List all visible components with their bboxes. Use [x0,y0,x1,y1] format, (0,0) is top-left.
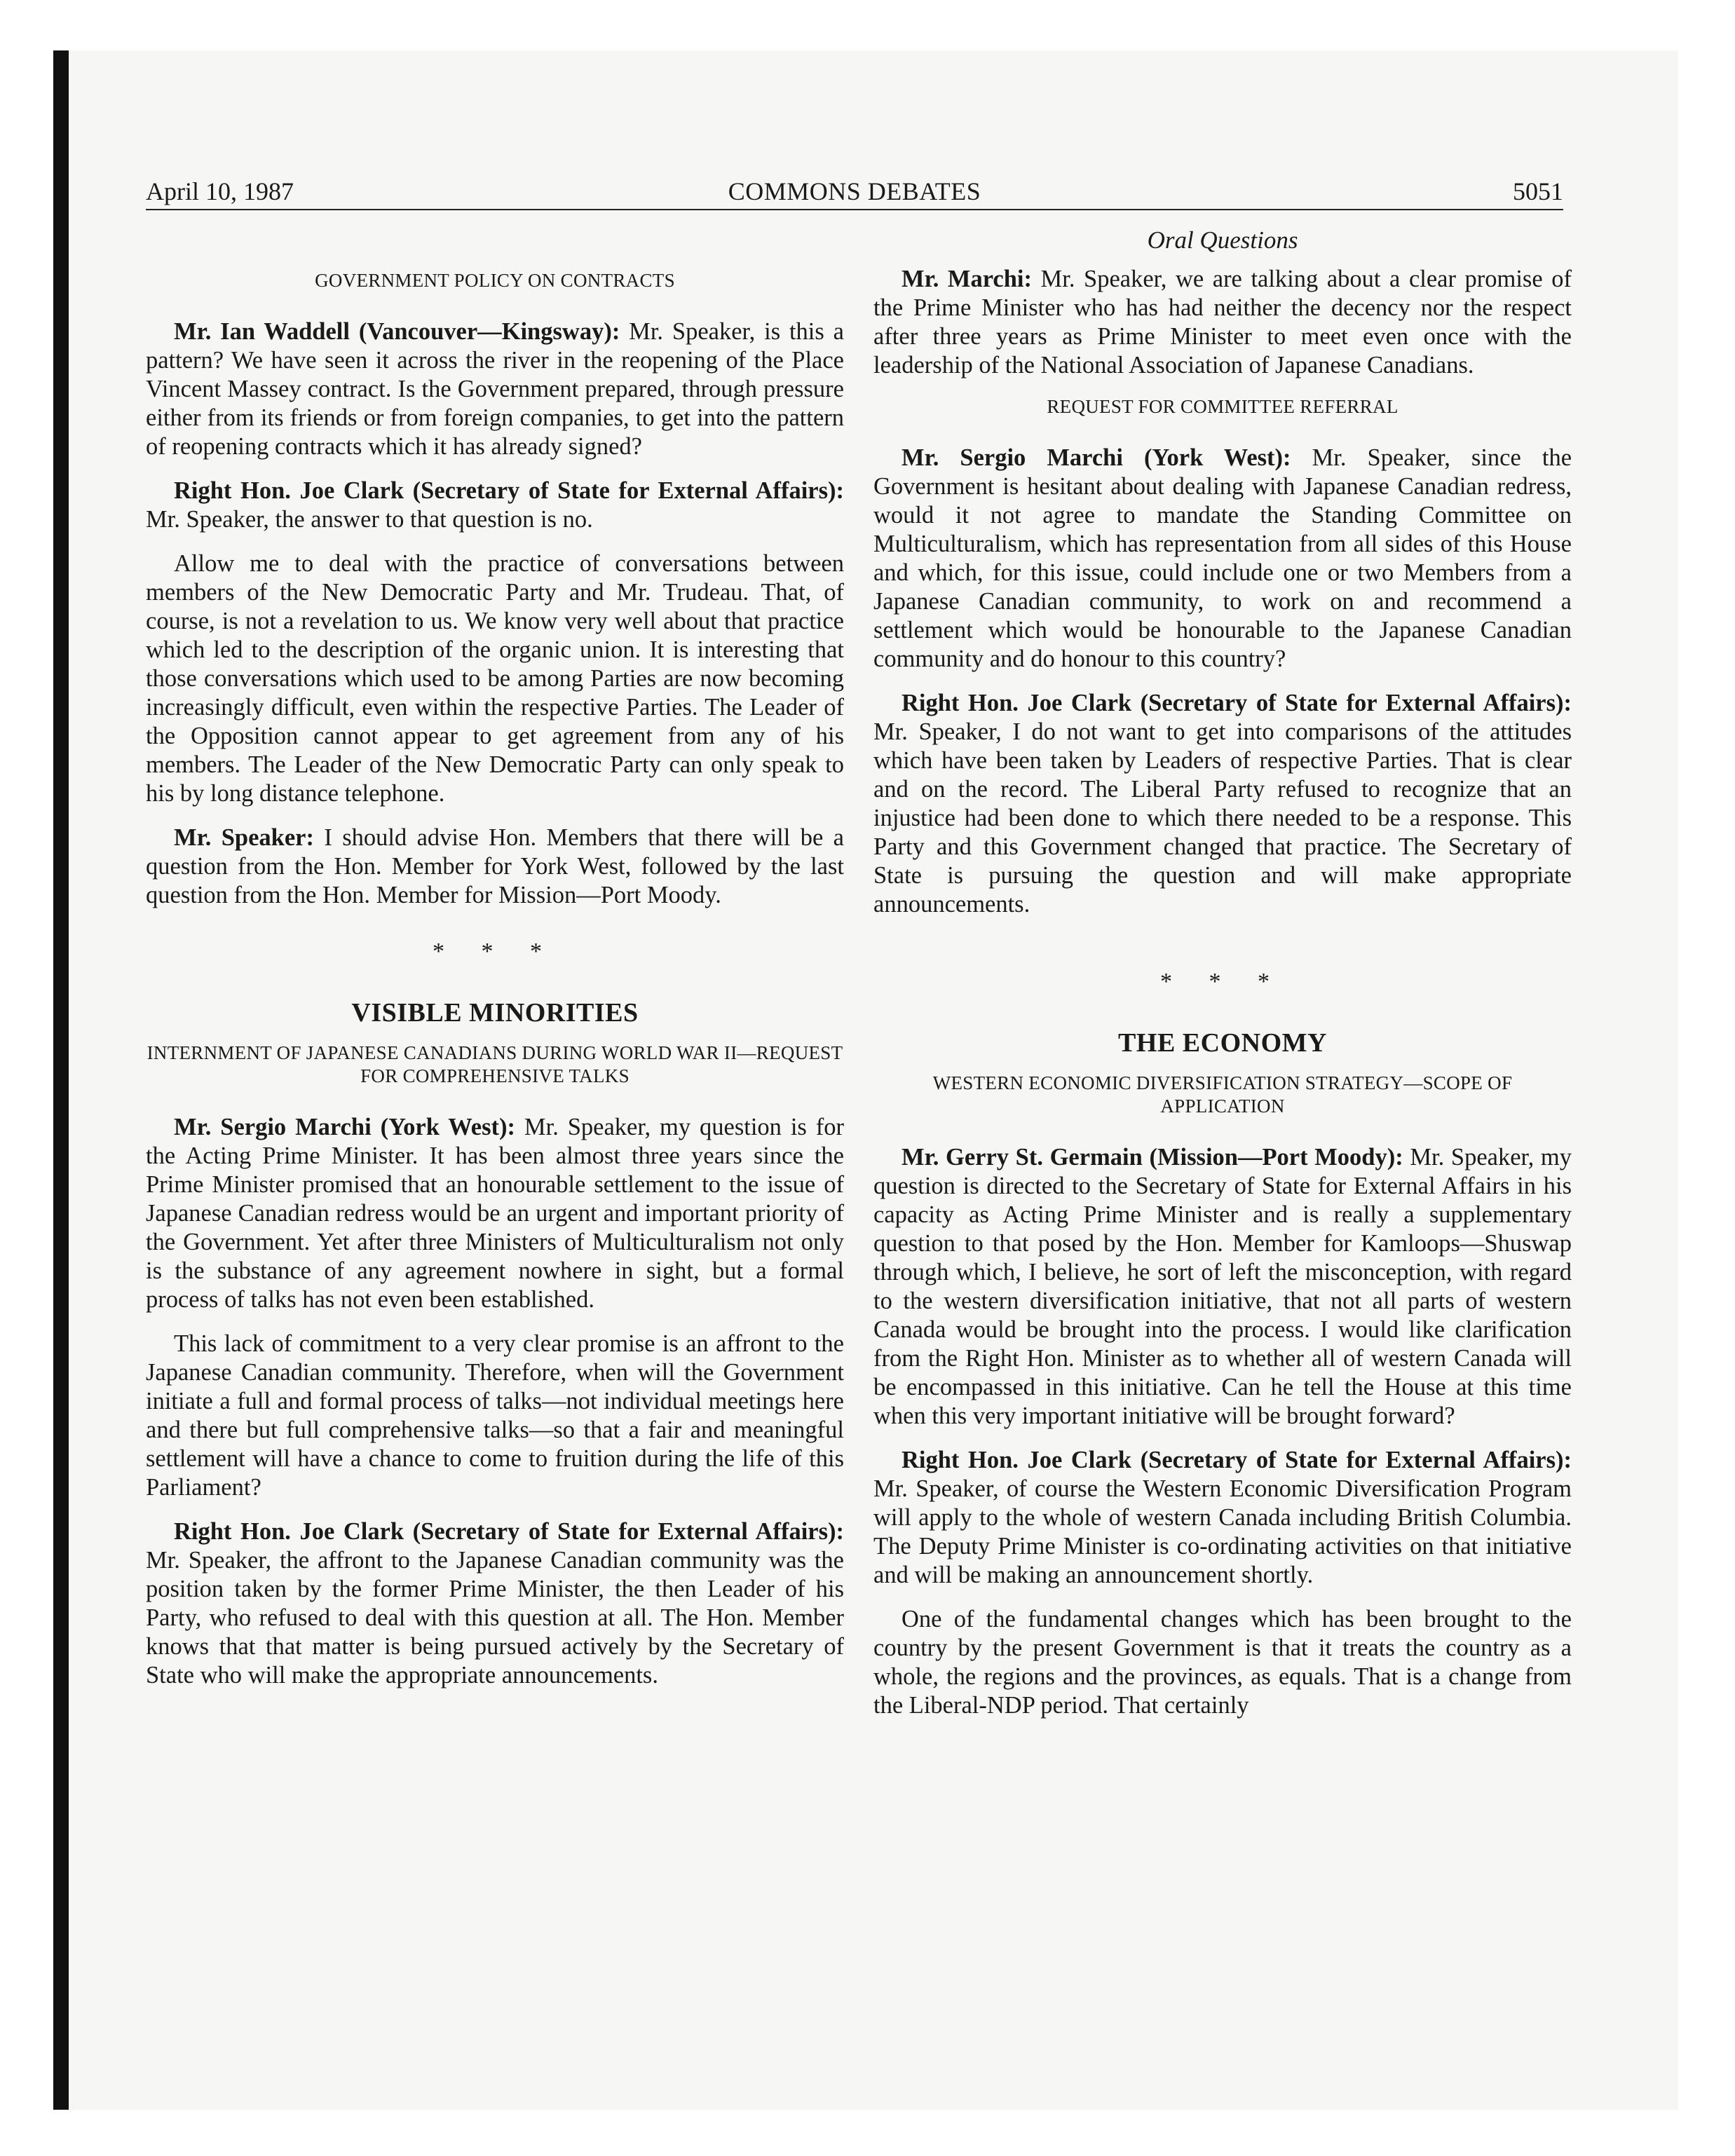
section-separator: * * * [433,939,557,964]
subheading: GOVERNMENT POLICY ON CONTRACTS [315,270,675,291]
section-title: VISIBLE MINORITIES [351,998,639,1028]
paragraph-text: Mr. Speaker, my question is for the Acting Prime Minister. It has been almost three years since the Prime Minister promised that an honourable settlement to the issue of Japanese Canadian redress would be an urgent and important priority of the Government. Yet after three Ministers of Multiculturalism not only is the substance of any agreement nowhere in sight, but a formal process of talks has not even been established. [146,1114,845,1313]
right-column [873,226,1572,1735]
paragraph-text: I should advise Hon. Members that there will be a question from the Hon. Member for York West, followed by the last question from the Hon. Member for Mission—Port Moody. [146,824,844,908]
paragraph-text: Mr. Speaker, we are talking about a clear promise of the Prime Minister who has had neither the decency nor the respect after three years as Prime Minister to meet even once with the leadership of the National Association of Japanese Canadians. [873,266,1572,378]
paragraph: One of the fundamental changes which has been brought to the country by the present Government is that it treats the country as a whole, the regions and the provinces, as equals. That is a change from the Liberal-NDP period. That certainly [873,1606,1572,1719]
speaker-name: Right Hon. Joe Clark (Secretary of State for External Affairs): [174,477,844,504]
section-separator: * * * [1160,969,1285,995]
speaker-name: Mr. Ian Waddell (Vancouver—Kingsway): [174,318,620,345]
paragraph: Allow me to deal with the practice of conversations between members of the New Democratic Party and Mr. Trudeau. That, of course, is not a revelation to us. We know very well about that practice which led to the description of the organic union. It is interesting that those conversations which used to be among Parties are now becoming increasingly difficult, even within the respective Parties. The Leader of the Opposition cannot appear to get agreement from any of his members. The Leader of the New Democratic Party can only speak to his by long distance telephone. [146,550,844,807]
section-title: THE ECONOMY [1118,1028,1327,1058]
paragraph [873,444,1572,674]
speaker-name: Mr. Marchi: [901,266,1032,292]
paragraph [146,1113,844,1314]
paragraph-text: Mr. Speaker, is this a pattern? We have seen it across the river in the reopening of the Place Vincent Massey contract. Is the Government prepared, through pressure either from its friends or from foreign companies, to get into the pattern of reopening contracts which it has already signed? [146,318,844,460]
paragraph [873,1143,1572,1431]
paragraph: This lack of commitment to a very clear promise is an affront to the Japanese Canadian community. Therefore, when will the Government initiate a full and formal process of talks—not individual meetings here and there but full comprehensive talks—so that a fair and meaningful settlement will have a chance to come to fruition during the life of this Parliament? [146,1330,844,1501]
paragraph [146,318,844,461]
speaker-name: Mr. Gerry St. Germain (Mission—Port Moody): [901,1144,1403,1171]
left-column [146,226,844,1705]
subheading: INTERNMENT OF JAPANESE CANADIANS DURING WORLD WAR II—REQUEST FOR COMPREHENSIVE TALKS [147,1042,843,1086]
running-head: Oral Questions [1147,226,1298,254]
speaker-name: Right Hon. Joe Clark (Secretary of State for External Affairs): [901,690,1572,716]
paragraph-text: Mr. Speaker, since the Government is hesitant about dealing with Japanese Canadian redress, would it not agree to mandate the Standing Committee on Multiculturalism, which has representation from all sides of this House and which, for this issue, could include one or two Members from a Japanese Canadian community, to work on and recommend a settlement which would be honourable to the Japanese Canadian community and do honour to this country? [873,444,1572,672]
header-page-number: 5051 [1513,177,1563,205]
speaker-name: Mr. Speaker: [174,824,314,851]
header-publication: COMMONS DEBATES [728,177,981,205]
paragraph [873,689,1572,919]
paragraph [146,1517,844,1690]
paragraph [873,265,1572,380]
speaker-name: Mr. Sergio Marchi (York West): [174,1114,516,1140]
binding-edge [53,50,69,2110]
subheading: WESTERN ECONOMIC DIVERSIFICATION STRATEGY—SCOPE OF APPLICATION [932,1072,1513,1117]
paragraph-text: Mr. Speaker, the answer to that question is no. [146,506,593,533]
speaker-name: Right Hon. Joe Clark (Secretary of State for External Affairs): [174,1518,844,1545]
subheading: REQUEST FOR COMMITTEE REFERRAL [1047,396,1399,417]
paragraph-text: Mr. Speaker, of course the Western Economic Diversification Program will apply to the whole of western Canada including British Columbia. The Deputy Prime Minister is co-ordinating activities on that initiative and will be making an announcement shortly. [873,1475,1572,1588]
paragraph-text: Mr. Speaker, I do not want to get into comparisons of the attitudes which have been taken by Leaders of respective Parties. That is clear and on the record. The Liberal Party refused to recognize that an injustice had been done to which there needed to be a response. This Party and this Government changed that practice. The Secretary of State is pursuing the question and will make appropriate announcements. [873,718,1572,917]
speaker-name: Right Hon. Joe Clark (Secretary of State for External Affairs): [901,1447,1572,1473]
speaker-name: Mr. Sergio Marchi (York West): [901,444,1291,471]
paragraph [146,477,844,534]
header-date: April 10, 1987 [146,177,294,205]
paragraph [873,1446,1572,1590]
page-header [146,174,1563,210]
paragraph-text: Mr. Speaker, the affront to the Japanese Canadian community was the position taken by the former Prime Minister, the then Leader of his Party, who refused to deal with this question at all. The Hon. Member knows that that matter is being pursued actively by the Secretary of State who will make the appropriate announcements. [146,1547,844,1688]
paragraph [146,824,844,910]
paragraph-text: Mr. Speaker, my question is directed to the Secretary of State for External Affairs in his capacity as Acting Prime Minister and is really a supplementary question to that posed by the Hon. Member for Kamloops—Shuswap through which, I believe, he sort of left the misconception, with regard to the western diversification initiative, that not all parts of western Canada would be brought into the process. I would like clarification from the Right Hon. Minister as to whether all of western Canada will be encompassed in this initiative. Can he tell the House at this time when this very important initiative will be brought forward? [873,1144,1572,1429]
